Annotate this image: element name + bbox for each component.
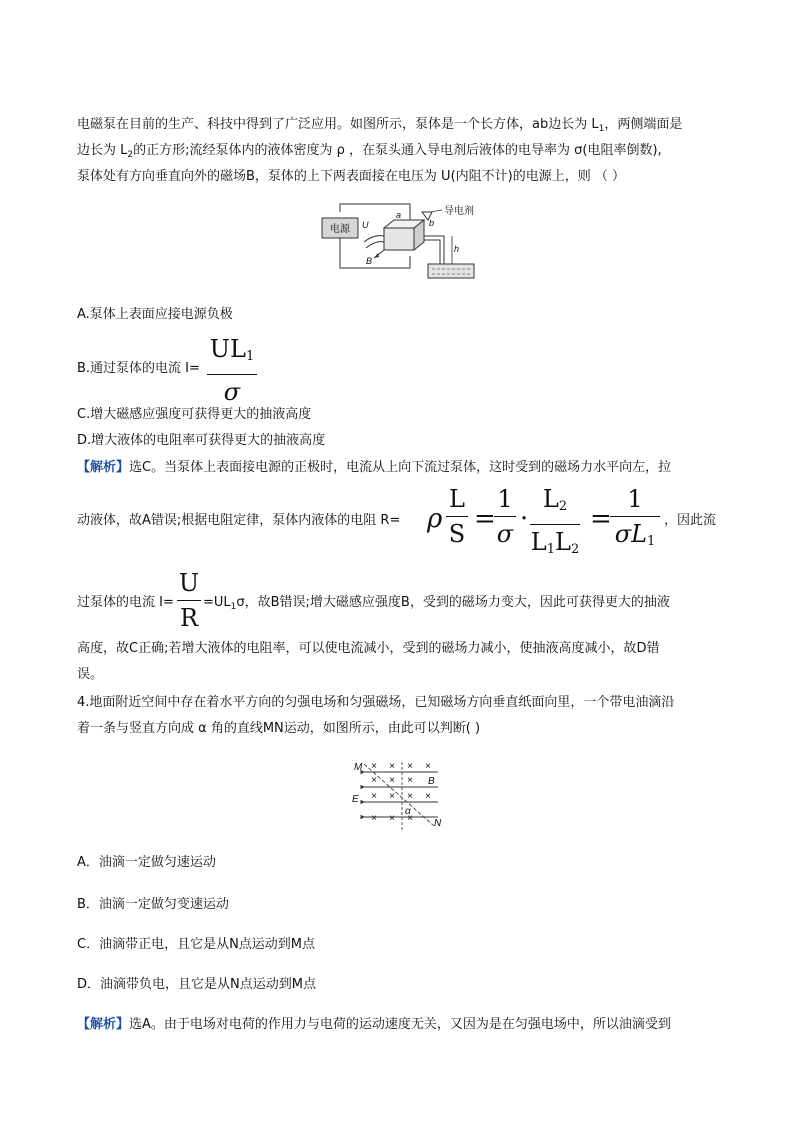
q3-line3: 泵体处有方向垂直向外的磁场B，泵体的上下两表面接在电压为 U(内阻不计)的电源上，则 （ ） <box>77 169 625 184</box>
q3-option-b-prefix: B.通过泵体的电流 I= <box>77 361 200 376</box>
cross-mark: × <box>407 761 413 772</box>
cross-mark: × <box>371 791 377 802</box>
cross-mark: × <box>389 775 395 786</box>
q4-option-a: A．油滴一定做匀速运动 <box>77 855 216 870</box>
q3-option-d: D.增大液体的电阻率可获得更大的抽液高度 <box>77 433 326 448</box>
q4-line1: 4.地面附近空间中存在着水平方向的匀强电场和匀强磁场，已知磁场方向垂直纸面向里，一个带电油滴沿 <box>77 695 675 710</box>
fraction-L2-over-L1L2: $L_2$ $L_1L_2$ <box>530 485 580 557</box>
analysis3-line1: 【解析】选C。当泵体上表面接电源的正极时，电流从上向下流过泵体，这时受到的磁场力水平向左，拉 <box>77 460 672 475</box>
q3-option-c: C.增大磁感应强度可获得更大的抽液高度 <box>77 407 312 422</box>
cross-mark: × <box>371 775 377 786</box>
fraction-U-over-R: U R <box>178 569 200 632</box>
q3-line2: 边长为 $L_2$的正方形;流经泵体内的液体密度为 ρ ，在泵头通入导电剂后液体的电导率为 σ(电阻率倒数), <box>77 143 662 160</box>
analysis3-line2-text: 动液体，故A错误;根据电阻定律，泵体内液体的电阻 R= <box>77 513 401 528</box>
b-label: b <box>429 218 435 228</box>
q4-option-b: B．油滴一定做匀变速运动 <box>77 897 229 912</box>
M-label: M <box>354 762 363 773</box>
analysis3-line5: 误。 <box>77 667 104 682</box>
B-field-label: B <box>428 776 435 787</box>
cross-mark: × <box>425 791 431 802</box>
dot-operator: · <box>520 504 529 534</box>
alpha-label: α <box>405 806 411 817</box>
analysis4-line1: 【解析】选A。由于电场对电荷的作用力与电荷的运动速度无关，又因为是在匀强电场中，所以油滴受到 <box>77 1017 671 1032</box>
fraction-1-over-sigmaL1: 1 $\sigma L_1$ <box>610 484 660 557</box>
agent-label: 导电剂 <box>444 206 474 217</box>
cross-mark: × <box>389 813 395 824</box>
pump-figure <box>318 198 488 286</box>
cross-mark: × <box>371 813 377 824</box>
rho-symbol: ρ <box>427 504 443 534</box>
E-field-label: E <box>352 794 359 805</box>
cross-mark: × <box>389 791 395 802</box>
cross-mark: × <box>389 761 395 772</box>
q3-line1: 电磁泵在目前的生产、科技中得到了广泛应用。如图所示，泵体是一个长方体，ab边长为 $L_1$，两侧端面是 <box>77 117 683 134</box>
a-label: a <box>396 210 402 220</box>
u-label: U <box>362 220 369 230</box>
analysis3-line3-prefix: 过泵体的电流 I= <box>77 595 174 610</box>
cross-mark: × <box>425 761 431 772</box>
cross-mark: × <box>407 813 413 824</box>
field-figure <box>350 760 446 832</box>
analysis3-line2-end: ，因此流 <box>664 513 717 528</box>
power-label: 电源 <box>330 224 350 235</box>
equals-sign-2: = <box>590 504 612 534</box>
cross-mark: × <box>371 761 377 772</box>
analysis3-line3-rest: $=UL_1\sigma$，故B错误;增大磁感应强度B，受到的磁场力变大，因此可获得更大的抽液 <box>203 595 670 612</box>
q3-option-a: A.泵体上表面应接电源负极 <box>77 307 233 322</box>
h-label: h <box>454 244 460 254</box>
q3-option-b-fraction: $UL_1$ σ <box>207 334 257 407</box>
fraction-L-over-S: L S <box>446 484 468 549</box>
q4-line2: 着一条与竖直方向成 α 角的直线MN运动，如图所示，由此可以判断( ) <box>77 721 481 736</box>
analysis3-line4: 高度，故C正确;若增大液体的电阻率，可以使电流减小，受到的磁场力减小，使抽液高度减小，故D错 <box>77 641 660 656</box>
N-label: N <box>434 818 442 829</box>
B-label: B <box>366 256 373 266</box>
equals-sign-1: = <box>474 504 496 534</box>
q4-option-c: C．油滴带正电，且它是从N点运动到M点 <box>77 937 316 952</box>
cross-mark: × <box>407 791 413 802</box>
q4-option-d: D．油滴带负电，且它是从N点运动到M点 <box>77 977 316 992</box>
cross-mark: × <box>407 775 413 786</box>
fraction-1-over-sigma: 1 σ <box>494 484 516 549</box>
